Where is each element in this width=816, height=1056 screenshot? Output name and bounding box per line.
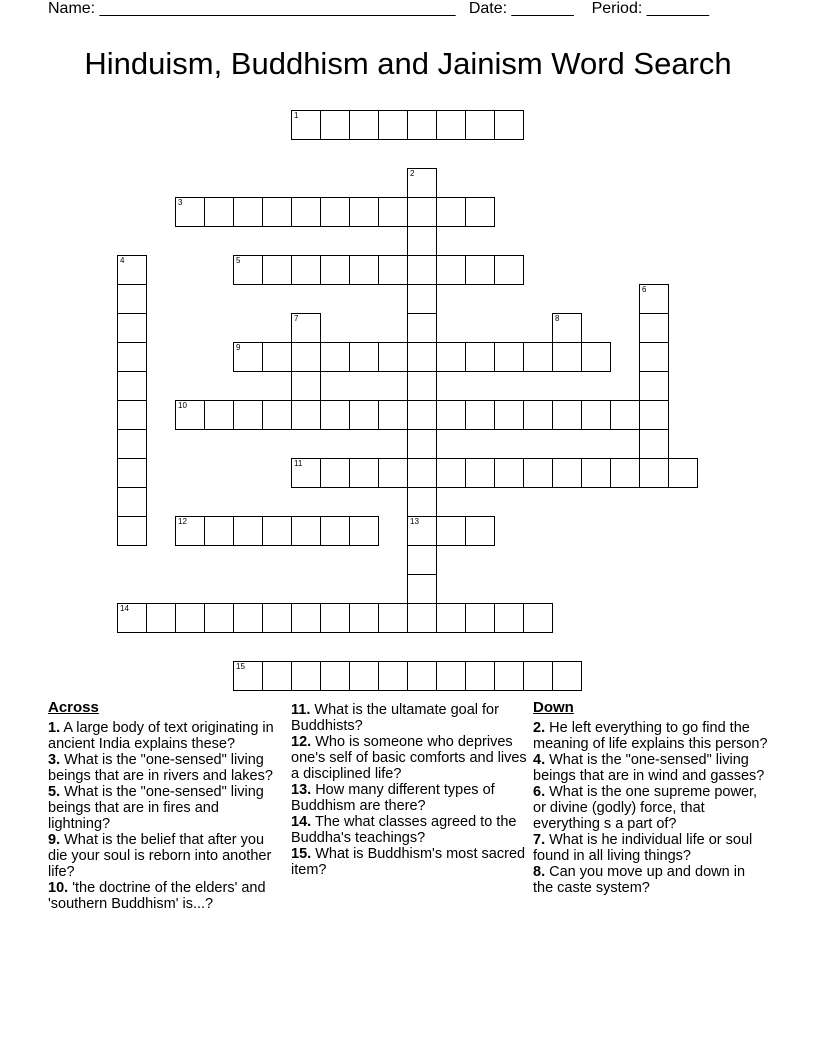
crossword-cell[interactable]: [117, 371, 147, 401]
clue-number: 10: [178, 401, 187, 410]
across-clues: [48, 700, 284, 912]
clue-across-11: 11. What is the ultamate goal for Buddhists?: [291, 702, 499, 734]
clue-number: 13: [410, 517, 419, 526]
crossword-cell[interactable]: [320, 603, 350, 633]
crossword-cell[interactable]: [117, 429, 147, 459]
crossword-cell[interactable]: [233, 603, 263, 633]
crossword-cell[interactable]: [436, 255, 466, 285]
clue-across-15: 15. What is Buddhism's most sacred item?: [291, 846, 526, 878]
down-clues: [533, 700, 769, 896]
crossword-cell[interactable]: [465, 516, 495, 546]
crossword-cell[interactable]: [407, 661, 437, 691]
crossword-cell[interactable]: [175, 400, 205, 430]
crossword-cell[interactable]: [291, 197, 321, 227]
crossword-cell[interactable]: [117, 603, 147, 633]
crossword-cell[interactable]: [610, 458, 640, 488]
crossword-cell[interactable]: [581, 342, 611, 372]
crossword-cell[interactable]: [320, 255, 350, 285]
crossword-cell[interactable]: [436, 197, 466, 227]
across-clues-continued: [291, 700, 527, 878]
crossword-cell[interactable]: [639, 342, 669, 372]
clue-number: 8: [555, 314, 560, 323]
crossword-cell[interactable]: [320, 516, 350, 546]
crossword-cell[interactable]: [262, 255, 292, 285]
crossword-cell[interactable]: [552, 400, 582, 430]
crossword-cell[interactable]: [668, 458, 698, 488]
crossword-cell[interactable]: [262, 400, 292, 430]
clue-across-9: 9. What is the belief that after you die your soul is reborn into another life?: [48, 832, 272, 880]
crossword-cell[interactable]: [146, 603, 176, 633]
crossword-cell[interactable]: [436, 342, 466, 372]
clue-down-7: 7. What is he individual life or soul found in all living things?: [533, 832, 753, 864]
clue-across-3: 3. What is the "one-sensed" living beings that are in rivers and lakes?: [48, 752, 273, 784]
crossword-cell[interactable]: [465, 458, 495, 488]
clue-number: 7: [294, 314, 299, 323]
crossword-cell[interactable]: [436, 603, 466, 633]
crossword-cell[interactable]: [117, 284, 147, 314]
crossword-cell[interactable]: [204, 516, 234, 546]
crossword-cell[interactable]: [204, 400, 234, 430]
crossword-cell[interactable]: [378, 110, 408, 140]
crossword-cell[interactable]: [320, 400, 350, 430]
crossword-cell[interactable]: [320, 342, 350, 372]
crossword-cell[interactable]: [407, 516, 437, 546]
crossword-cell[interactable]: [349, 516, 379, 546]
crossword-cell[interactable]: [523, 458, 553, 488]
crossword-cell[interactable]: [262, 603, 292, 633]
crossword-cell[interactable]: [291, 255, 321, 285]
crossword-cell[interactable]: [117, 487, 147, 517]
crossword-cell[interactable]: [233, 661, 263, 691]
crossword-cell[interactable]: [639, 371, 669, 401]
crossword-cell[interactable]: [407, 313, 437, 343]
crossword-cell[interactable]: [262, 197, 292, 227]
crossword-cell[interactable]: [552, 342, 582, 372]
crossword-cell[interactable]: [436, 400, 466, 430]
crossword-cell[interactable]: [610, 400, 640, 430]
crossword-cell[interactable]: [378, 255, 408, 285]
crossword-cell[interactable]: [291, 516, 321, 546]
crossword-cell[interactable]: [291, 603, 321, 633]
crossword-cell[interactable]: [233, 400, 263, 430]
crossword-cell[interactable]: [291, 400, 321, 430]
down-heading: Down: [533, 699, 574, 716]
crossword-cell[interactable]: [233, 342, 263, 372]
crossword-cell[interactable]: [204, 603, 234, 633]
crossword-cell[interactable]: [465, 603, 495, 633]
clue-number: 14: [120, 604, 129, 613]
crossword-cell[interactable]: [494, 255, 524, 285]
crossword-cell[interactable]: [639, 400, 669, 430]
crossword-cell[interactable]: [581, 400, 611, 430]
crossword-cell[interactable]: [117, 313, 147, 343]
name-date-period-line: Name: ________________________________________ Date: _______ Period: _______: [48, 0, 710, 17]
crossword-cell[interactable]: [407, 226, 437, 256]
crossword-cell[interactable]: [233, 197, 263, 227]
crossword-cell[interactable]: [639, 458, 669, 488]
crossword-cell[interactable]: [349, 255, 379, 285]
crossword-cell[interactable]: [465, 400, 495, 430]
crossword-cell[interactable]: [407, 603, 437, 633]
crossword-cell[interactable]: [117, 255, 147, 285]
crossword-cell[interactable]: [378, 400, 408, 430]
crossword-cell[interactable]: [407, 197, 437, 227]
clue-down-6: 6. What is the one supreme power, or divine (godly) force, that everything s a part of?: [533, 784, 758, 832]
page-title: Hinduism, Buddhism and Jainism Word Search: [84, 46, 732, 81]
crossword-cell[interactable]: [349, 458, 379, 488]
crossword-cell[interactable]: [436, 516, 466, 546]
crossword-cell[interactable]: [349, 342, 379, 372]
clue-number: 15: [236, 662, 245, 671]
crossword-cell[interactable]: [175, 197, 205, 227]
crossword-cell[interactable]: [262, 516, 292, 546]
crossword-cell[interactable]: [639, 284, 669, 314]
crossword-cell[interactable]: [349, 661, 379, 691]
crossword-cell[interactable]: [523, 661, 553, 691]
clue-down-8: 8. Can you move up and down in the caste system?: [533, 864, 746, 896]
crossword-cell[interactable]: [349, 603, 379, 633]
crossword-cell[interactable]: [378, 661, 408, 691]
crossword-cell[interactable]: [494, 342, 524, 372]
crossword-cell[interactable]: [117, 516, 147, 546]
crossword-cell[interactable]: [407, 545, 437, 575]
clue-number: 3: [178, 198, 183, 207]
clue-across-5: 5. What is the "one-sensed" living beings that are in fires and lightning?: [48, 784, 264, 832]
crossword-cell[interactable]: [204, 197, 234, 227]
crossword-cell[interactable]: [494, 661, 524, 691]
crossword-cell[interactable]: [175, 603, 205, 633]
crossword-cell[interactable]: [494, 110, 524, 140]
crossword-cell[interactable]: [552, 661, 582, 691]
crossword-cell[interactable]: [378, 342, 408, 372]
crossword-cell[interactable]: [407, 255, 437, 285]
crossword-cell[interactable]: [407, 168, 437, 198]
crossword-cell[interactable]: [407, 284, 437, 314]
crossword-cell[interactable]: [320, 197, 350, 227]
across-heading: Across: [48, 699, 99, 716]
crossword-cell[interactable]: [233, 516, 263, 546]
clue-across-13: 13. How many different types of Buddhism are there?: [291, 782, 495, 814]
crossword-cell[interactable]: [262, 661, 292, 691]
clue-number: 2: [410, 169, 415, 178]
clue-number: 9: [236, 343, 241, 352]
clue-number: 6: [642, 285, 647, 294]
clue-down-2: 2. He left everything to go find the meaning of life explains this person?: [533, 720, 768, 752]
crossword-cell[interactable]: [407, 342, 437, 372]
clue-number: 12: [178, 517, 187, 526]
clue-down-4: 4. What is the "one-sensed" living beings that are in wind and gasses?: [533, 752, 765, 784]
crossword-cell[interactable]: [117, 400, 147, 430]
crossword-cell[interactable]: [233, 255, 263, 285]
crossword-cell[interactable]: [291, 110, 321, 140]
crossword-cell[interactable]: [117, 342, 147, 372]
crossword-cell[interactable]: [639, 313, 669, 343]
crossword-cell[interactable]: [117, 458, 147, 488]
crossword-cell[interactable]: [378, 458, 408, 488]
crossword-cell[interactable]: [378, 603, 408, 633]
crossword-cell[interactable]: [465, 197, 495, 227]
clue-number: 11: [294, 459, 303, 468]
crossword-cell[interactable]: [494, 400, 524, 430]
crossword-cell[interactable]: [465, 255, 495, 285]
crossword-cell[interactable]: [436, 110, 466, 140]
crossword-cell[interactable]: [523, 342, 553, 372]
clue-across-14: 14. The what classes agreed to the Buddha's teachings?: [291, 814, 517, 846]
crossword-cell[interactable]: [465, 110, 495, 140]
crossword-cell[interactable]: [407, 110, 437, 140]
crossword-cell[interactable]: [523, 603, 553, 633]
crossword-cell[interactable]: [407, 371, 437, 401]
crossword-cell[interactable]: [291, 342, 321, 372]
crossword-cell[interactable]: [291, 661, 321, 691]
crossword-cell[interactable]: [291, 313, 321, 343]
crossword-cell[interactable]: [320, 110, 350, 140]
crossword-cell[interactable]: [552, 458, 582, 488]
crossword-cell[interactable]: [407, 487, 437, 517]
crossword-cell[interactable]: [349, 400, 379, 430]
crossword-cell[interactable]: [349, 110, 379, 140]
clue-number: 1: [294, 111, 299, 120]
crossword-cell[interactable]: [407, 429, 437, 459]
crossword-cell[interactable]: [581, 458, 611, 488]
crossword-cell[interactable]: [175, 516, 205, 546]
crossword-cell[interactable]: [291, 458, 321, 488]
crossword-cell[interactable]: [494, 603, 524, 633]
crossword-cell[interactable]: [639, 429, 669, 459]
crossword-cell[interactable]: [320, 458, 350, 488]
crossword-cell[interactable]: [494, 458, 524, 488]
crossword-cell[interactable]: [407, 574, 437, 604]
crossword-cell[interactable]: [523, 400, 553, 430]
crossword-cell[interactable]: [436, 661, 466, 691]
crossword-cell[interactable]: [465, 661, 495, 691]
crossword-cell[interactable]: [465, 342, 495, 372]
clue-number: 4: [120, 256, 125, 265]
crossword-cell[interactable]: [378, 197, 408, 227]
crossword-cell[interactable]: [436, 458, 466, 488]
crossword-cell[interactable]: [349, 197, 379, 227]
clue-number: 5: [236, 256, 241, 265]
crossword-cell[interactable]: [407, 400, 437, 430]
clue-across-10: 10. 'the doctrine of the elders' and 'southern Buddhism' is...?: [48, 880, 266, 912]
crossword-cell[interactable]: [552, 313, 582, 343]
crossword-cell[interactable]: [262, 342, 292, 372]
crossword-cell[interactable]: [407, 458, 437, 488]
crossword-cell[interactable]: [320, 661, 350, 691]
clue-across-1: 1. A large body of text originating in ancient India explains these?: [48, 720, 274, 752]
clue-across-12: 12. Who is someone who deprives one's self of basic comforts and lives a disciplined life?: [291, 734, 527, 782]
crossword-cell[interactable]: [291, 371, 321, 401]
